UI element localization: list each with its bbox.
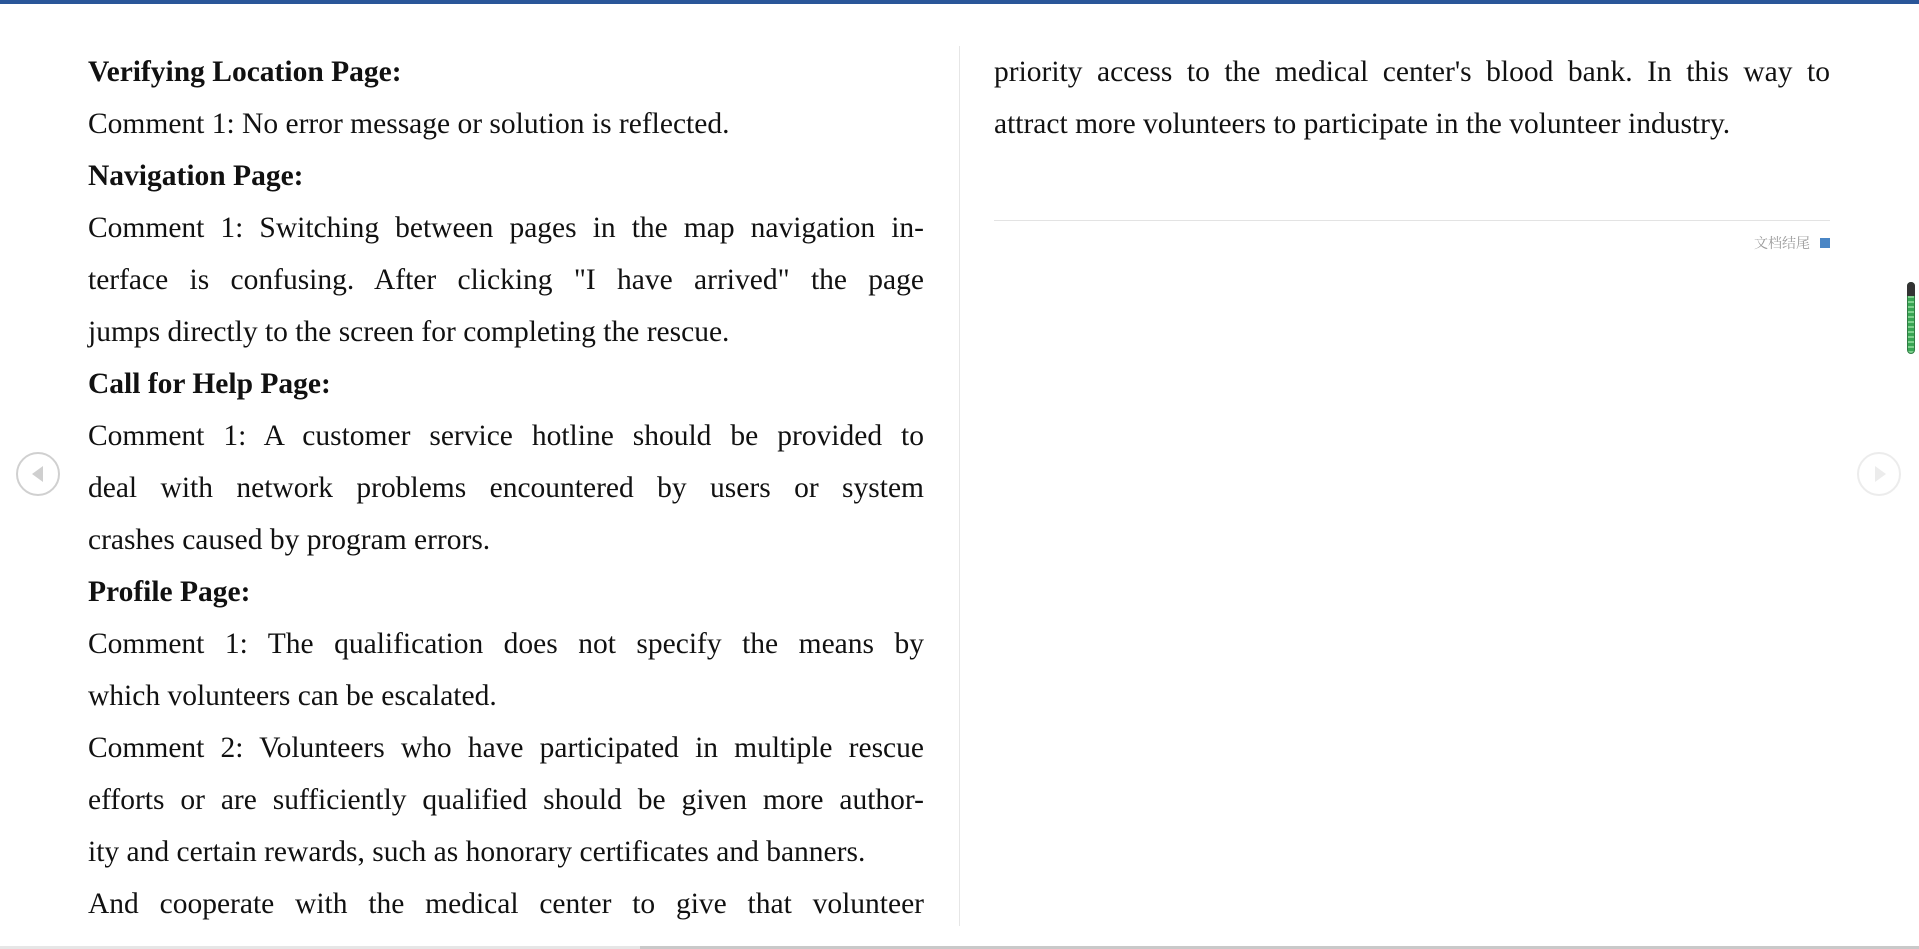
scroll-indicator-cap — [1907, 282, 1915, 296]
comment-line: Comment 1: Switching between pages in the map navigation in- — [88, 212, 924, 244]
comment-line: which volunteers can be escalated. — [88, 680, 497, 712]
heading-call-for-help: Call for Help Page: — [88, 368, 331, 400]
document-end-marker — [1754, 233, 1830, 253]
chevron-right-icon — [1859, 454, 1899, 494]
page-divider — [959, 46, 960, 926]
comment-line: deal with network problems encountered by users or system — [88, 472, 924, 504]
comment-line: efforts or are sufficiently qualified should be given more author- — [88, 784, 924, 816]
comment-line: priority access to the medical center's blood bank. In this way to — [994, 56, 1830, 88]
comment-line: attract more volunteers to participate in the volunteer industry. — [994, 108, 1731, 140]
heading-verifying-location: Verifying Location Page: — [88, 56, 402, 88]
comment-line: Comment 1: No error message or solution is reflected. — [88, 108, 730, 140]
comment-line: Comment 2: Volunteers who have participated in multiple rescue — [88, 732, 924, 764]
chevron-left-icon — [18, 454, 58, 494]
comment-line: Comment 1: The qualification does not specify the means by — [88, 628, 924, 660]
next-page-button[interactable] — [1857, 452, 1901, 496]
comment-line: crashes caused by program errors. — [88, 524, 491, 556]
comment-line: Comment 1: A customer service hotline should be provided to — [88, 420, 924, 452]
left-page — [88, 46, 924, 930]
right-page — [994, 46, 1830, 150]
top-accent-bar — [0, 0, 1919, 4]
heading-navigation: Navigation Page: — [88, 160, 304, 192]
comment-line: jumps directly to the screen for completing the rescue. — [88, 316, 730, 348]
previous-page-button[interactable] — [16, 452, 60, 496]
document-end-label: 文档结尾 — [1754, 236, 1810, 252]
comment-line: And cooperate with the medical center to give that volunteer — [88, 888, 924, 920]
comment-line: ity and certain rewards, such as honorary certificates and banners. — [88, 836, 866, 868]
end-square-icon — [1820, 238, 1830, 248]
heading-profile: Profile Page: — [88, 576, 251, 608]
document-end-separator — [994, 220, 1830, 221]
comment-line: terface is confusing. After clicking "I have arrived" the page — [88, 264, 924, 296]
